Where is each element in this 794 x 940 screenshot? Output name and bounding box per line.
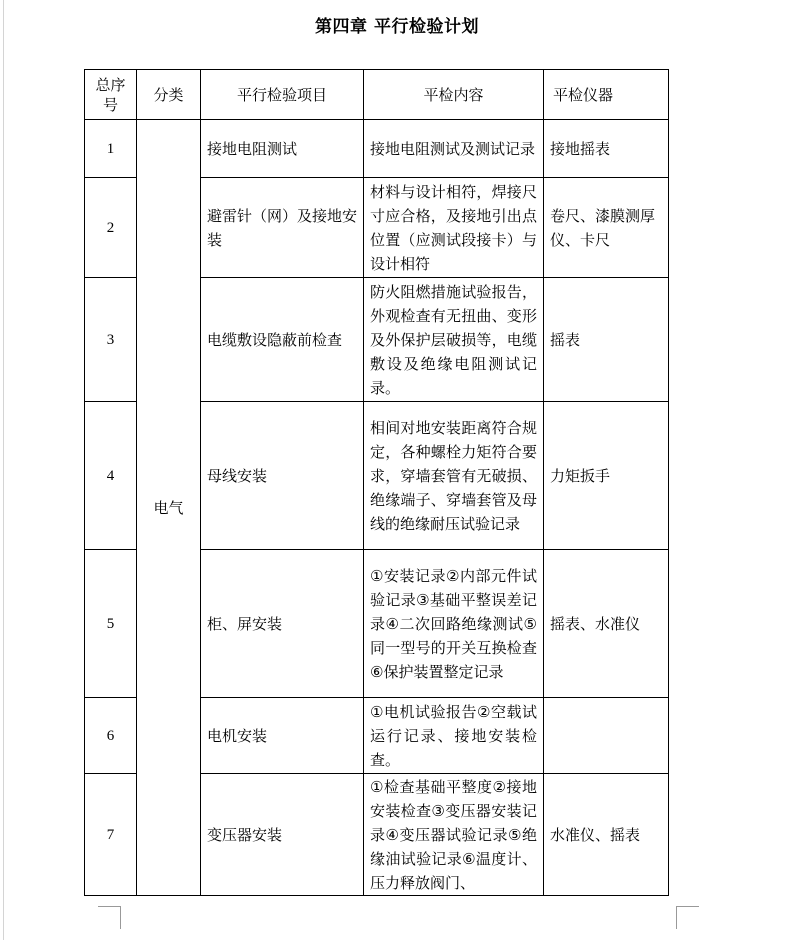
row-number: 1 [85, 120, 137, 178]
row-instrument: 卷尺、漆膜测厚仪、卡尺 [544, 178, 669, 278]
header-item: 平行检验项目 [201, 70, 364, 120]
row-content: 相间对地安装距离符合规定，各种螺栓力矩符合要求，穿墙套管有无破损、绝缘端子、穿墙套管及母线的绝缘耐压试验记录 [364, 402, 544, 550]
row-instrument: 力矩扳手 [544, 402, 669, 550]
table-row [85, 120, 669, 178]
page-corner-mark-right [676, 906, 699, 929]
row-number: 6 [85, 698, 137, 774]
row-item: 电缆敷设隐蔽前检查 [201, 278, 364, 402]
row-number: 5 [85, 550, 137, 698]
table-header-row [85, 70, 669, 120]
row-item: 变压器安装 [201, 774, 364, 896]
row-number: 7 [85, 774, 137, 896]
row-content: 防火阻燃措施试验报告，外观检查有无扭曲、变形及外保护层破损等，电缆敷设及绝缘电阻测试记录。 [364, 278, 544, 402]
row-content: ①安装记录②内部元件试验记录③基础平整误差记录④二次回路绝缘测试⑤同一型号的开关互换检查⑥保护装置整定记录 [364, 550, 544, 698]
page-title: 第四章 平行检验计划 [315, 17, 479, 37]
row-number: 4 [85, 402, 137, 550]
row-content: ①电机试验报告②空载试运行记录、接地安装检查。 [364, 698, 544, 774]
header-category: 分类 [137, 70, 201, 120]
row-number: 2 [85, 178, 137, 278]
page-edge [3, 0, 4, 940]
inspection-plan-table [84, 69, 669, 896]
row-content: 接地电阻测试及测试记录 [364, 120, 544, 178]
row-item: 母线安装 [201, 402, 364, 550]
row-instrument: 摇表、水准仪 [544, 550, 669, 698]
page-corner-mark-left [98, 906, 121, 929]
row-number: 3 [85, 278, 137, 402]
category-cell: 电气 [137, 120, 201, 896]
row-instrument: 接地摇表 [544, 120, 669, 178]
row-item: 电机安装 [201, 698, 364, 774]
row-content: ①检查基础平整度②接地安装检查③变压器安装记录④变压器试验记录⑤绝缘油试验记录⑥温度计、压力释放阀门、 [364, 774, 544, 896]
row-item: 接地电阻测试 [201, 120, 364, 178]
header-content: 平检内容 [364, 70, 544, 120]
row-content: 材料与设计相符，焊接尺寸应合格，及接地引出点位置（应测试段接卡）与设计相符 [364, 178, 544, 278]
row-item: 柜、屏安装 [201, 550, 364, 698]
row-instrument [544, 698, 669, 774]
row-instrument: 摇表 [544, 278, 669, 402]
row-item: 避雷针（网）及接地安装 [201, 178, 364, 278]
header-instrument: 平检仪器 [544, 70, 669, 120]
header-no: 总序号 [85, 70, 137, 120]
row-instrument: 水准仪、摇表 [544, 774, 669, 896]
